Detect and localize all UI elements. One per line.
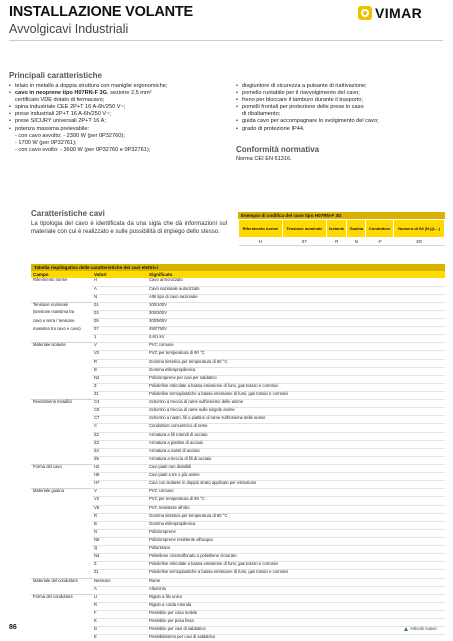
cable-summary-table xyxy=(31,264,445,641)
meaning-cell: Poliolefine reticolate a bassa emissione di fumi, gas tossici e corrosivi xyxy=(147,562,445,570)
meaning-cell: Armatura a nastri di acciaio xyxy=(147,448,445,456)
table-row xyxy=(31,578,445,586)
field-cell xyxy=(31,408,92,416)
field-cell xyxy=(31,424,92,432)
meaning-cell: PVC resistente all'olio xyxy=(147,505,445,513)
value-cell: Q xyxy=(92,546,147,554)
meaning-cell: 300/300V xyxy=(147,310,445,318)
meaning-cell: Policloroprene per cavi per saldatrici xyxy=(147,375,445,383)
feature-item-text: di ribaltamento; xyxy=(242,111,281,118)
coding-value-cell: H xyxy=(239,238,283,246)
feature-item-text: pomelli frontali per protezione delle prese in caso xyxy=(242,104,364,111)
table-row xyxy=(31,497,445,505)
value-cell: H7 xyxy=(92,481,147,489)
table-row xyxy=(31,505,445,513)
field-cell xyxy=(31,473,92,481)
meaning-cell: Gomma etilenpropilenica xyxy=(147,367,445,375)
field-cell xyxy=(31,602,92,610)
value-cell: H2 xyxy=(92,465,147,473)
features-list-left xyxy=(9,83,234,154)
value-cell: C xyxy=(92,424,147,432)
field-cell xyxy=(31,610,92,618)
summary-header-cell: Valori xyxy=(92,271,147,278)
feature-item xyxy=(236,111,446,118)
value-cell: H6 xyxy=(92,473,147,481)
cable-heading: Caratteristiche cavi xyxy=(31,209,105,218)
feature-item xyxy=(9,147,234,154)
coding-example xyxy=(238,212,445,246)
field-cell xyxy=(31,383,92,391)
value-cell: Z5 xyxy=(92,456,147,464)
features-heading: Principali caratteristiche xyxy=(9,71,102,80)
feature-item xyxy=(9,104,234,111)
feature-item-text: prese industriali 2P+T 16 A-6h/250 V~; xyxy=(15,111,111,118)
meaning-cell: Poliuretano xyxy=(147,546,445,554)
feature-item-text: certificato VDE dotato di fermacavo; xyxy=(15,97,105,104)
field-cell: Forma del conduttore xyxy=(31,594,92,602)
value-cell: Z1 xyxy=(92,392,147,400)
field-cell xyxy=(31,375,92,383)
feature-item xyxy=(9,133,234,140)
vimar-logo-icon xyxy=(358,6,372,20)
value-cell: Z1 xyxy=(92,570,147,578)
field-cell xyxy=(31,562,92,570)
value-cell: Z4 xyxy=(92,448,147,456)
field-cell xyxy=(31,554,92,562)
field-cell xyxy=(31,432,92,440)
table-row xyxy=(31,570,445,578)
meaning-cell: Conduttore concentrico di rame xyxy=(147,424,445,432)
value-cell: R xyxy=(92,602,147,610)
field-cell xyxy=(31,627,92,635)
meaning-cell: Schermo a treccia di rame sull'insieme delle anime xyxy=(147,400,445,408)
header-divider xyxy=(9,40,443,41)
meaning-cell: Cavi piatti non divisibili xyxy=(147,465,445,473)
meaning-cell: Armatura a fili rotondi di acciaio xyxy=(147,432,445,440)
new-article-triangle-icon xyxy=(404,627,408,631)
summary-table-title: Tabella riepilogativa delle caratteristiche dei cavi elettrici xyxy=(31,264,445,271)
feature-item-text: , sezione 2,5 mm² xyxy=(107,90,152,97)
feature-item xyxy=(236,104,446,111)
field-cell xyxy=(31,359,92,367)
feature-item xyxy=(9,97,234,104)
field-cell xyxy=(31,440,92,448)
coding-example-title: Esempio di codifica del cavo tipo H07RN-F 3G xyxy=(238,212,445,219)
coding-header-cell: Tensione nominale xyxy=(282,220,326,238)
summary-table xyxy=(31,271,445,641)
conformity-heading: Conformità normativa xyxy=(236,145,320,154)
value-cell: V5 xyxy=(92,505,147,513)
meaning-cell: PVC comune xyxy=(147,489,445,497)
coding-header-cell: Guaina xyxy=(347,220,366,238)
meaning-cell: Flessibilissimo per cavi di saldatrice xyxy=(147,635,445,641)
meaning-cell: 450/750V xyxy=(147,327,445,335)
value-cell: N8 xyxy=(92,538,147,546)
field-cell: massima tra cavo e cavo) xyxy=(33,325,81,331)
features-list-right xyxy=(236,83,446,133)
legend-label: Articolo nuovo xyxy=(410,626,437,631)
feature-item-text: - con cavo svolto: - 3600 W (per 0P32760 e 0P32761); xyxy=(15,146,151,153)
value-cell: A xyxy=(92,286,147,294)
field-cell xyxy=(31,521,92,529)
meaning-cell: Armatura a piattine di acciaio xyxy=(147,440,445,448)
table-row xyxy=(31,432,445,440)
value-cell: D xyxy=(92,627,147,635)
value-cell: N2 xyxy=(92,375,147,383)
value-cell: V2 xyxy=(92,351,147,359)
value-cell: A xyxy=(92,586,147,594)
field-cell xyxy=(31,448,92,456)
coding-value-cell: N xyxy=(347,238,366,246)
field-cell: cavo e terra / tensione xyxy=(33,317,75,323)
field-cell: Materiale del conduttore xyxy=(31,578,92,586)
value-cell: 1 xyxy=(92,335,147,343)
value-cell: Z xyxy=(92,562,147,570)
meaning-cell: Flessibile per cavi di saldatrice xyxy=(147,627,445,635)
feature-item-text: freno per bloccare il tamburo durante il trasporto; xyxy=(242,97,363,104)
table-row xyxy=(31,635,445,641)
field-cell: Tensione nominale xyxy=(31,302,92,310)
coding-header-cell: Numero di fili (N.)(L...) xyxy=(394,220,445,238)
value-cell: H xyxy=(92,278,147,286)
field-cell: Materiale isolante xyxy=(31,343,92,351)
meaning-cell: Armatura a treccia di fili di acciaio xyxy=(147,456,445,464)
field-cell xyxy=(31,351,92,359)
field-cell xyxy=(31,619,92,627)
meaning-cell: Cavi con isolante in doppio strato applicato per estrusione xyxy=(147,481,445,489)
feature-item-text: potenza massima prelevabile: xyxy=(15,125,89,132)
table-row xyxy=(31,278,445,286)
meaning-cell: Gomma sintetica per temperatura di 60 °C xyxy=(147,359,445,367)
field-cell: Forma del cavo xyxy=(31,465,92,473)
value-cell: Z3 xyxy=(92,440,147,448)
meaning-cell: Cavo nazionale autorizzato xyxy=(147,286,445,294)
value-cell: V xyxy=(92,343,147,351)
feature-item-text: spina industriale CEE 2P+T 16 A-6h/250 V~; xyxy=(15,104,126,111)
meaning-cell: Gomma etilenpropilenica xyxy=(147,521,445,529)
meaning-cell: 300/500V xyxy=(147,319,445,327)
feature-item-text: disgiuntore di sicurezza a pulsante di riattivazione; xyxy=(242,83,367,89)
page-number: 86 xyxy=(9,624,17,631)
coding-header-cell: Isolante xyxy=(326,220,347,238)
meaning-cell: Rigido a filo unico xyxy=(147,594,445,602)
field-cell xyxy=(31,513,92,521)
cable-paragraph: La tipologia del cavo è identificata da una sigla che dà informazioni sul materiale con cui è realizzato e sulle possibilità di impiego dello stesso. xyxy=(31,221,227,235)
value-cell: 07 xyxy=(92,327,147,335)
page-header xyxy=(0,0,453,58)
meaning-cell: 0,6/1 kV xyxy=(147,335,445,343)
meaning-cell: Schermo a treccia di rame sulle singole anime xyxy=(147,408,445,416)
feature-item-text: guida cavo per accompagnare lo svolgimento del cavo; xyxy=(242,118,379,125)
brand-name: VIMAR xyxy=(375,5,423,21)
meaning-cell: Policloroprene xyxy=(147,529,445,537)
field-cell xyxy=(31,505,92,513)
field-cell xyxy=(31,497,92,505)
field-cell xyxy=(31,546,92,554)
coding-value-cell: R xyxy=(326,238,347,246)
coding-example-table xyxy=(238,219,445,246)
meaning-cell: PVC per temperatura di 90 °C xyxy=(147,351,445,359)
meaning-cell: PVC comune xyxy=(147,343,445,351)
meaning-cell: Gomma sintetica per temperatura di 60 °C xyxy=(147,513,445,521)
value-cell: N xyxy=(92,529,147,537)
field-cell xyxy=(31,570,92,578)
value-cell: Z2 xyxy=(92,432,147,440)
page-subtitle: Avvolgicavi Industriali xyxy=(9,22,129,36)
meaning-cell: 100/100V xyxy=(147,302,445,310)
value-cell: Nessuno xyxy=(92,578,147,586)
value-cell: V2 xyxy=(92,497,147,505)
feature-item xyxy=(236,90,446,97)
new-article-legend xyxy=(404,626,437,631)
feature-item-text: - 1700 W (per 0P32761); xyxy=(15,139,77,146)
meaning-cell: Rame xyxy=(147,578,445,586)
value-cell: K xyxy=(92,619,147,627)
field-cell: Materiale guaina xyxy=(31,489,92,497)
value-cell: 01 xyxy=(92,302,147,310)
feature-item xyxy=(236,118,446,125)
feature-item xyxy=(236,126,446,133)
value-cell: R xyxy=(92,513,147,521)
meaning-cell: Rigido a corda rotonda xyxy=(147,602,445,610)
value-cell: V xyxy=(92,489,147,497)
value-cell: F xyxy=(92,610,147,618)
feature-item xyxy=(9,140,234,147)
meaning-cell: Flessibile per cosa mobile xyxy=(147,610,445,618)
conformity-text: Norma CEI EN 61316. xyxy=(236,156,292,162)
value-cell: N xyxy=(92,294,147,302)
meaning-cell: Poliolefine termoplastiche a bassa emissione di fumi, gas tossici e corrosivi xyxy=(147,392,445,400)
coding-header-cell: Riferimento norme xyxy=(239,220,283,238)
meaning-cell: Flessibile per posa fissa xyxy=(147,619,445,627)
coding-value-cell: 07 xyxy=(282,238,326,246)
meaning-cell: Polietilene clorosolfonato o polietilene clorurato xyxy=(147,554,445,562)
table-row xyxy=(31,359,445,367)
coding-value-cell: 3G xyxy=(394,238,445,246)
table-row xyxy=(31,424,445,432)
coding-value-cell: -F xyxy=(366,238,394,246)
feature-item-text: - con cavo avvolto: - 2300 W (per 0P32760); xyxy=(15,132,125,139)
meaning-cell: Cavi piatti a tre o più anime xyxy=(147,473,445,481)
meaning-cell: Poliolefine reticolate a bassa emissione di fumi, gas tossici e corrosivi xyxy=(147,383,445,391)
value-cell: E xyxy=(92,635,147,641)
meaning-cell: PVC per temperatura di 90 °C xyxy=(147,497,445,505)
meaning-cell: Policloroprene resistente all'acqua xyxy=(147,538,445,546)
field-cell xyxy=(31,416,92,424)
feature-item-text: telaio in metallo a doppia struttura con maniglie ergonomiche; xyxy=(15,83,168,89)
field-cell xyxy=(31,635,92,641)
feature-item xyxy=(236,83,446,90)
summary-header-cell: Campo xyxy=(31,271,92,278)
value-cell: U xyxy=(92,594,147,602)
field-cell xyxy=(31,367,92,375)
feature-item xyxy=(9,111,234,118)
page-title: INSTALLAZIONE VOLANTE xyxy=(9,4,194,20)
value-cell: B xyxy=(92,367,147,375)
meaning-cell: Schermo a nastri, fili o piattine di rame sull'insieme delle anime xyxy=(147,416,445,424)
value-cell: C5 xyxy=(92,408,147,416)
meaning-cell: Alluminio xyxy=(147,586,445,594)
field-cell xyxy=(31,529,92,537)
field-cell: Rivestimenti metallici xyxy=(31,400,92,408)
feature-item xyxy=(9,118,234,125)
meaning-cell: Poliolefine termoplastiche a bassa emissione di fumi, gas tossici e corrosivi xyxy=(147,570,445,578)
table-row xyxy=(31,351,445,359)
value-cell: B xyxy=(92,521,147,529)
feature-item xyxy=(9,83,234,90)
value-cell: R xyxy=(92,359,147,367)
brand-logo xyxy=(358,5,446,21)
field-cell: Riferimento norme xyxy=(33,277,68,282)
value-cell: Z xyxy=(92,383,147,391)
feature-item-text: prese SICURY universali 2P+T 16 A; xyxy=(15,118,106,125)
field-cell: (tensione massima tra xyxy=(33,309,75,315)
feature-item xyxy=(9,90,234,97)
meaning-cell: Altri tipo di cavo nazionale xyxy=(147,294,445,302)
feature-item-bold: cavo in neoprene tipo H07RN-F 3G xyxy=(15,90,108,97)
feature-item xyxy=(236,97,446,104)
feature-item-text: grado di protezione IP44. xyxy=(242,125,305,132)
value-cell: C4 xyxy=(92,400,147,408)
value-cell: C7 xyxy=(92,416,147,424)
feature-item xyxy=(9,126,234,133)
meaning-cell: Cavo armonizzato xyxy=(147,278,445,286)
value-cell: 05 xyxy=(92,319,147,327)
table-row xyxy=(31,286,445,294)
field-cell xyxy=(31,286,92,294)
coding-header-cell: Conduttore xyxy=(366,220,394,238)
value-cell: 03 xyxy=(92,310,147,318)
field-cell xyxy=(31,538,92,546)
value-cell: N4 xyxy=(92,554,147,562)
feature-item-text: pomello ruotabile per il riavvolgimento del cavo; xyxy=(242,90,360,97)
summary-header-cell: Significato xyxy=(147,271,445,278)
